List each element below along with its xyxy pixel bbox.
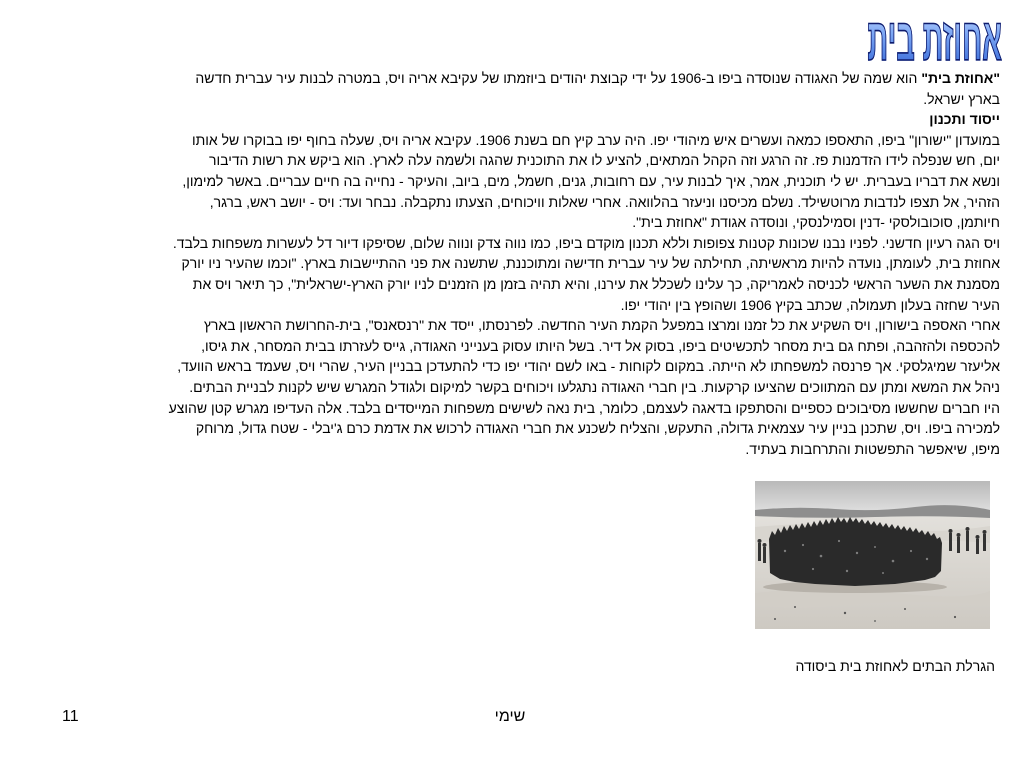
historic-photo	[755, 481, 990, 629]
body-line: מיפו, שיאפשר התפשטות והתרחבות בעתיד.	[745, 440, 1000, 457]
intro-line: בארץ ישראל.	[923, 90, 1000, 107]
body-line: יום, חש שנפלה לידו הזדמנות פז. זה הרגע וזה הקהל המתאים, להציע לו את התוכנית שהגה ולשמה עלה לארץ. הוא ביקש את רשות הדיבור	[209, 152, 1000, 169]
body-line: מסמנת את השער הראשי לכניסה לאמריקה, כך עלינו לשכלל את עירנו, והיא תהיה בזמן מן הזמנים לניו יורק הארץ-ישראלית", כך תיאר ויס את	[192, 275, 1000, 292]
section-heading: ייסוד ותכנון	[929, 111, 1000, 128]
body-line: ונשא את דבריו בעברית. יש לי תוכנית, אמר, איך לבנות עיר, עם רחובות, גנים, חשמל, מים, ביוב, והעיקר - נחייה בה חיים עבריים. באשר למימון,	[182, 172, 1000, 189]
body-line: למכירה ביפו. ויס, שתכנן בניין עיר עצמאית גדולה, התעקש, והצליח לשכנע את חברי האגודה לרכוש את אדמת כרם ג'יבלי - שטח גדול, מרוחק	[195, 420, 1000, 437]
body-line: ניהל את המשא ומתן עם המתווכים שהציעו קרקעות. בין חברי האגודה נתגלעו ויכוחים בקשר למיקום ולגודל המגרש שיש לקנות לבניית הבתים.	[189, 378, 1000, 395]
body-line: ויס הגה רעיון חדשני. לפניו נבנו שכונות קטנות צפופות וללא תכנון מוקדם ביפו, כמו נווה צדק ונווה שלום, שסיפקו דיור דל לעשרות משפחות בלבד.	[172, 234, 1000, 251]
slide-title-text: אחוזת בית	[867, 6, 1002, 73]
body-line: במועדון "ישורון" ביפו, התאספו כמאה ועשרים איש מיהודי יפו. היה ערב קיץ חם בשנת 1906. עקיבא אריה ויס, שעלה בחוף יפו בבוקרו של אותו	[191, 131, 1000, 148]
body-line: אליעזר שמיגלסקי. אך פרנסה למשפחתו לא הייתה. במקום לקוחות - באו לשם יהודי יפו כדי להתעדכן בבניין העיר, שהרי ויס, שעמד בראש הוועד,	[177, 358, 1000, 375]
body-line: היו חברים שחששו מסיבוכים כספיים והסתפקו בדאגה לעצמם, כלומר, בית נאה לשישים משפחות המייסדים בלבד. אלה העדיפו מגרש קטן שהוצע	[168, 399, 1000, 416]
intro-term: "אחוזת בית"	[921, 70, 1000, 86]
page-number: 11	[62, 708, 79, 725]
body-line: אחוזת בית, לעומתן, נועדה להיות מראשיתה, תחילתה של עיר עברית חדישה ומתוכננת, שתשנה את פני ההתיישבות בארץ. "וכמו שהעיר ניו יורק	[181, 255, 1000, 272]
intro-text: הוא שמה של האגודה שנוסדה ביפו ב-1906 על ידי קבוצת יהודים ביוזמתו של עקיבא אריה ויס, במטרה לבנות עיר עברית חדשה	[195, 70, 918, 86]
photo-sky	[755, 481, 990, 518]
body-line: העיר שחזה בעלון תעמולה, שכתב בקיץ 1906 ושהופץ בין יהודי יפו.	[620, 296, 1000, 313]
slide-title	[867, 6, 1002, 73]
body-line: הזהיר, אל תצפו לנדבות מרוטשילד. נשלם מכיסנו וניעזר בהלוואה. אחרי שאלות וויכוחים, הצעתו נתקבלה. נבחר ועד: ויס - יושב ראש, ברגר,	[209, 193, 1000, 210]
article-body	[15, 68, 1000, 459]
body-line: אחרי האספה בישורון, ויס השקיע את כל זמנו ומרצו במפעל הקמת העיר החדשה. לפרנסתו, ייסד את "רנסאנס", בית-החרושת הראשון בארץ	[203, 317, 1000, 334]
body-line: חיותמן, סוכובולסקי -דנין וסמילנסקי, ונוסדה אגודת "אחוזת בית".	[632, 214, 1000, 231]
body-line: להכספה ולהזהבה, ופתח גם בית מסחר לתכשיטים ביפו, בסוק אל דיר. בשל היותו עסוק בענייני האגודה, גייס לעזרתו בבית המסחר, את גיסו,	[201, 337, 1000, 354]
footer-author: שימי	[494, 708, 526, 725]
photo-caption: הגרלת הבתים לאחוזת בית ביסודה	[795, 658, 995, 674]
intro-line	[15, 68, 1000, 89]
